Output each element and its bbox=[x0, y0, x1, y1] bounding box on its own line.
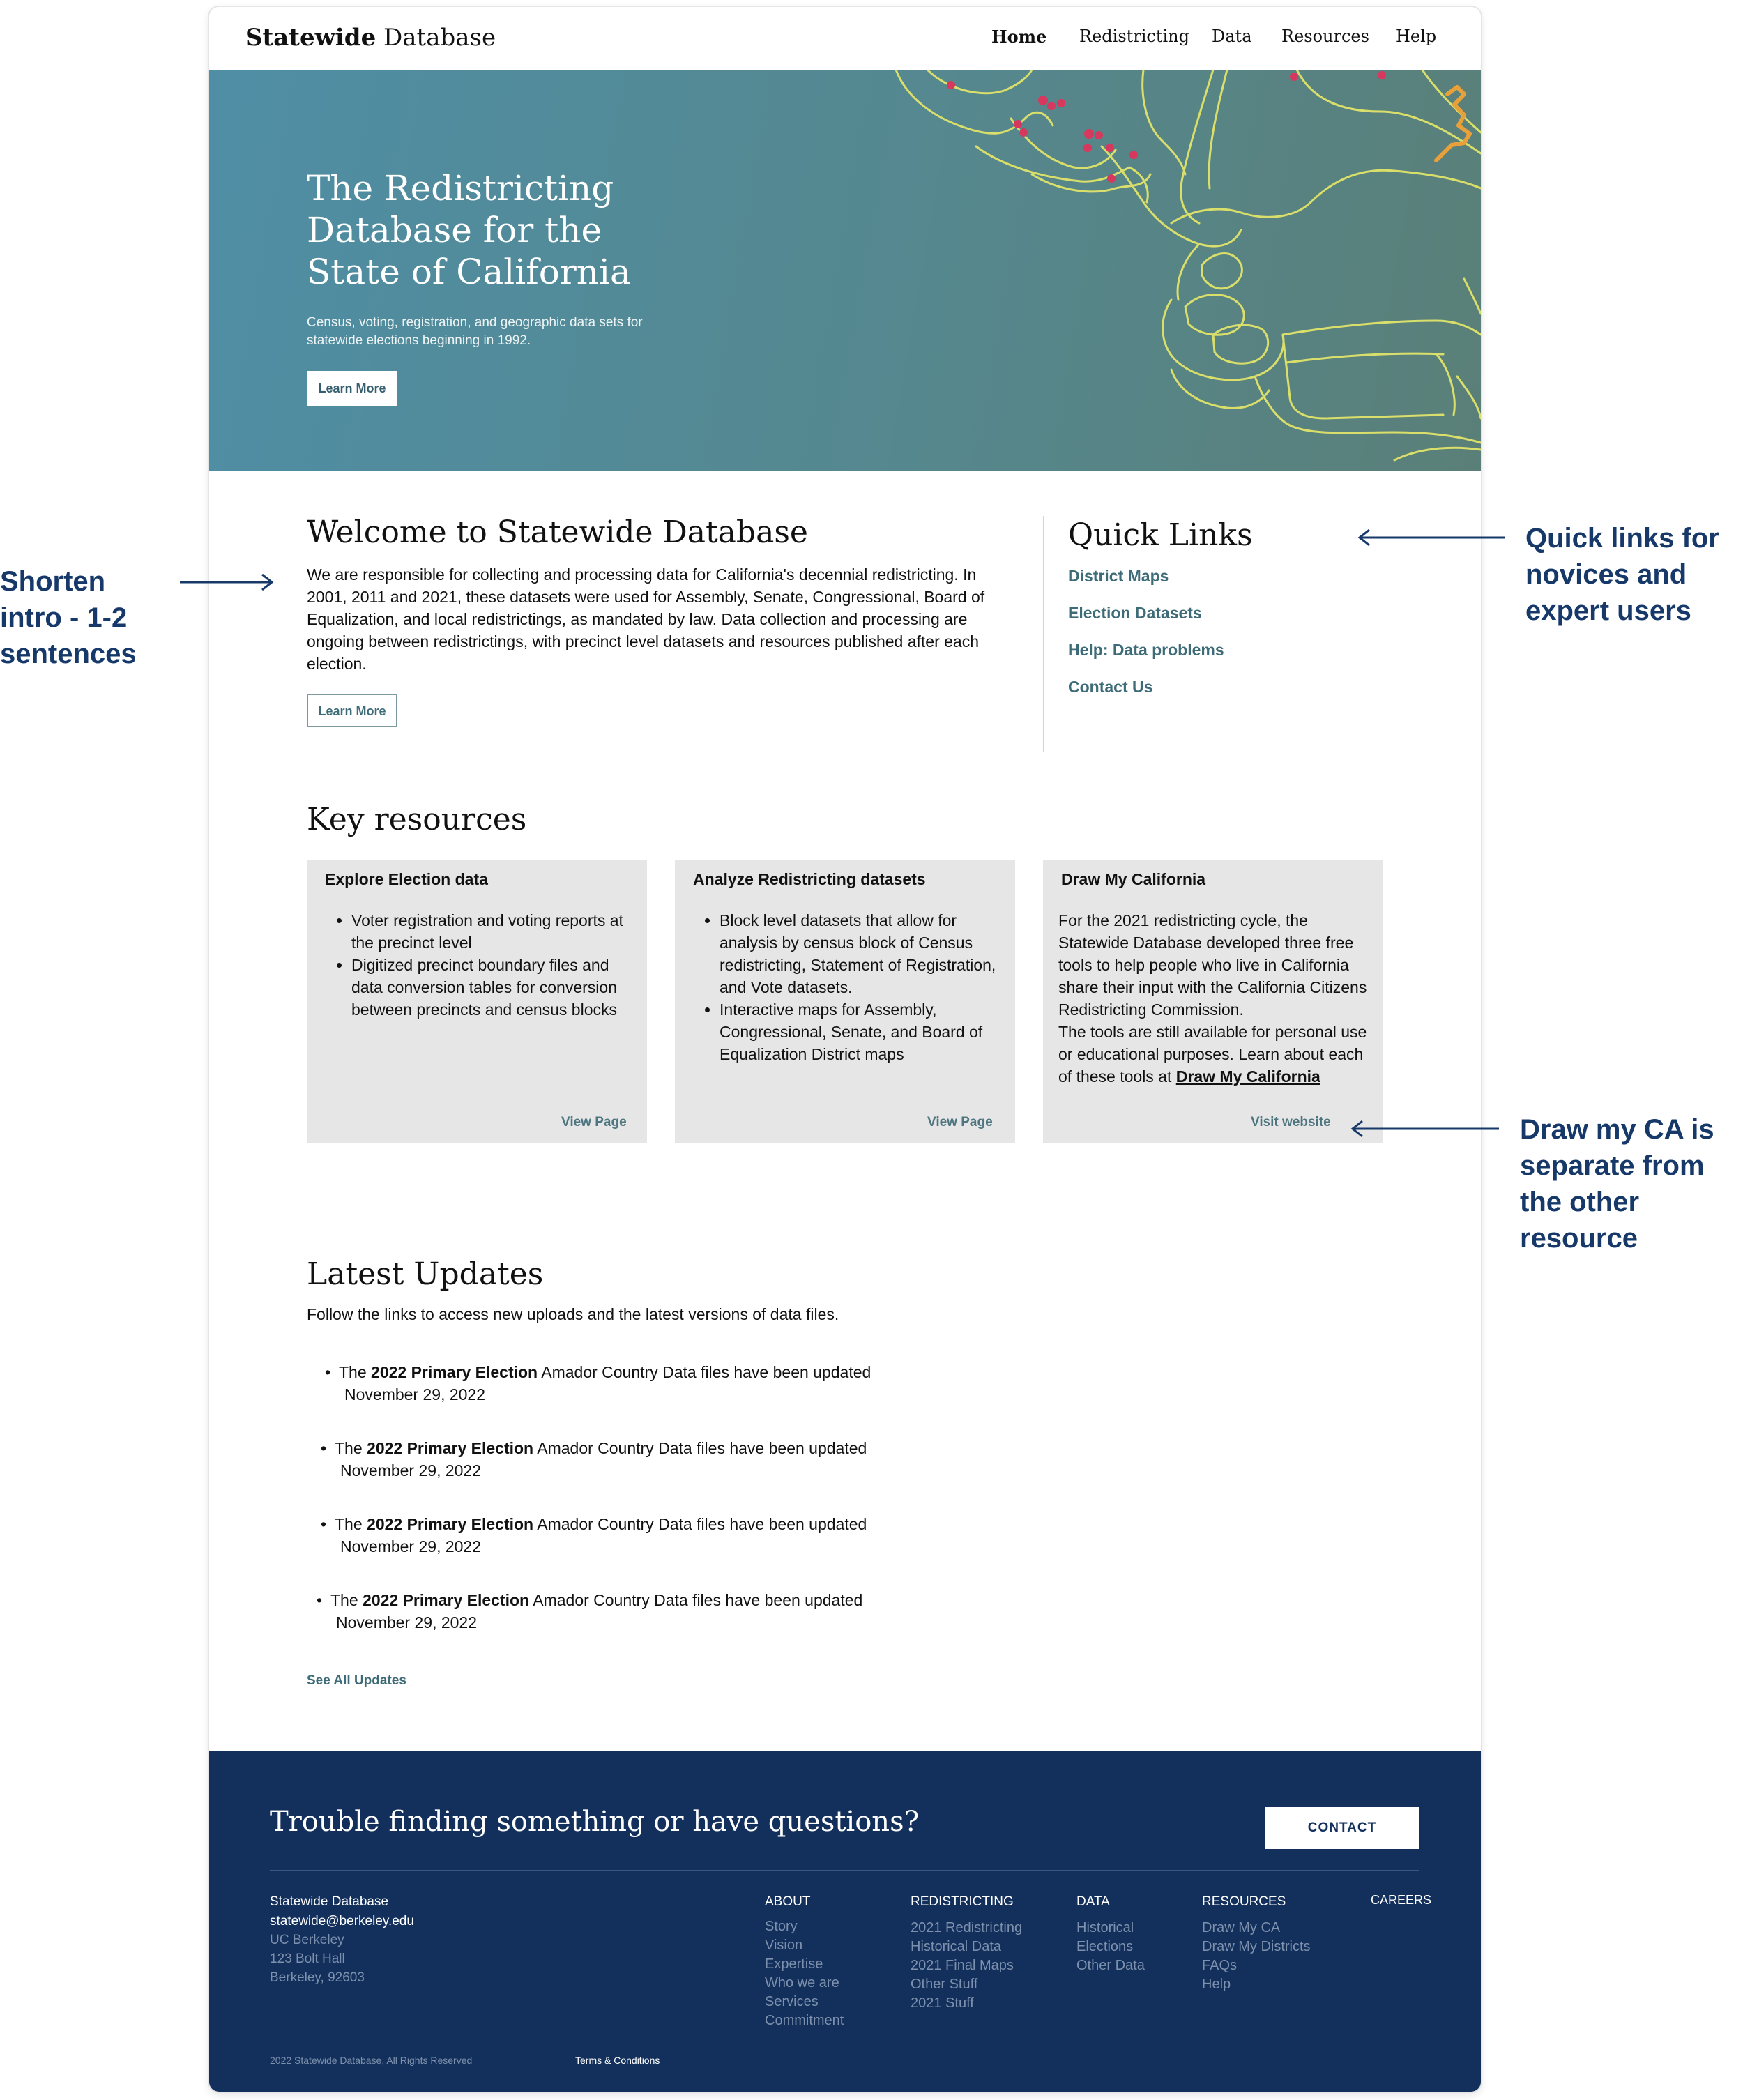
footer-link[interactable]: Other Stuff bbox=[911, 1977, 978, 1992]
update-date: November 29, 2022 bbox=[340, 1461, 482, 1479]
footer-brand: Statewide Database bbox=[270, 1894, 389, 1909]
update-bold: 2022 Primary Election bbox=[367, 1515, 534, 1533]
logo-bold-text: Statewide bbox=[245, 24, 376, 52]
see-all-updates-link[interactable]: See All Updates bbox=[307, 1673, 406, 1688]
card-bullet: • Voter registration and voting reports at the precinct level bbox=[351, 909, 630, 954]
footer-address-line: Berkeley, 92603 bbox=[270, 1970, 365, 1985]
annotation-shorten-intro: Shorten intro - 1-2 sentences bbox=[0, 566, 137, 669]
site-logo[interactable] bbox=[245, 24, 496, 52]
footer-link[interactable]: Help bbox=[1202, 1977, 1231, 1992]
update-prefix: The bbox=[335, 1515, 367, 1533]
visit-website-link[interactable]: Visit website bbox=[1251, 1115, 1331, 1129]
footer-terms-link[interactable]: Terms & Conditions bbox=[575, 2055, 660, 2066]
draw-my-california-link[interactable]: Draw My California bbox=[1175, 1067, 1320, 1086]
welcome-text: We are responsible for collecting and processing data for California's decennial redistricting. In 2001, 2011 and 2021, these datasets were used for Assembly, Senate, Congressional, Board of Equalization, and local redistrictings, as mandated by law. Data collection and processing are ongoing between redistrictings, with precinct level datasets and resources published after each election. bbox=[307, 565, 985, 673]
update-bold: 2022 Primary Election bbox=[363, 1591, 530, 1609]
resource-card-draw-my-california bbox=[1043, 860, 1383, 1143]
update-bold: 2022 Primary Election bbox=[371, 1363, 538, 1381]
footer-link[interactable]: Historical Data bbox=[911, 1939, 1002, 1954]
update-prefix: The bbox=[330, 1591, 363, 1609]
footer-link[interactable]: Expertise bbox=[765, 1956, 823, 1972]
hero-learn-more-button[interactable]: Learn More bbox=[307, 371, 397, 406]
logo-rest-text: Database bbox=[376, 24, 496, 52]
footer-address-line: UC Berkeley bbox=[270, 1933, 344, 1947]
annotation-arrow-right-icon bbox=[178, 572, 276, 593]
update-suffix: Amador Country Data files have been updated bbox=[533, 1515, 867, 1533]
footer-link[interactable]: Commitment bbox=[765, 2013, 844, 2028]
footer-link[interactable]: Who we are bbox=[765, 1975, 839, 1991]
footer-link[interactable]: FAQs bbox=[1202, 1958, 1238, 1973]
quick-link-help-data-problems[interactable]: Help: Data problems bbox=[1068, 641, 1224, 659]
latest-updates-subtitle: Follow the links to access new uploads and the latest versions of data files. bbox=[307, 1305, 839, 1323]
view-page-link[interactable]: View Page bbox=[561, 1115, 627, 1129]
card-title: Explore Election data bbox=[325, 870, 488, 888]
contact-button[interactable]: CONTACT bbox=[1265, 1807, 1419, 1849]
update-suffix: Amador Country Data files have been updated bbox=[529, 1591, 863, 1609]
footer-link[interactable]: Story bbox=[765, 1919, 798, 1934]
bullet-icon: • bbox=[321, 1515, 327, 1533]
resource-card-redistricting bbox=[675, 860, 1015, 1143]
nav-home[interactable]: Home bbox=[991, 26, 1047, 47]
update-prefix: The bbox=[335, 1439, 367, 1457]
site-header bbox=[209, 7, 1481, 70]
footer-link[interactable]: Historical bbox=[1076, 1920, 1134, 1935]
footer-link[interactable]: 2021 Redistricting bbox=[911, 1920, 1023, 1935]
resource-card-election bbox=[307, 860, 647, 1143]
footer-link[interactable]: Other Data bbox=[1076, 1958, 1145, 1973]
bullet-icon: • bbox=[321, 1439, 327, 1457]
welcome-learn-more-button[interactable]: Learn More bbox=[307, 694, 397, 727]
card-bullet: • Interactive maps for Assembly, Congressional, Senate, and Board of Equalization District maps bbox=[720, 998, 998, 1065]
card-bullets bbox=[693, 909, 998, 1065]
update-date: November 29, 2022 bbox=[344, 1385, 486, 1403]
page-frame bbox=[209, 7, 1481, 2092]
update-bold: 2022 Primary Election bbox=[367, 1439, 534, 1457]
bullet-icon: • bbox=[317, 1591, 323, 1609]
footer-link[interactable]: Services bbox=[765, 1994, 819, 2009]
annotation-arrow-left-icon bbox=[1357, 527, 1507, 548]
footer-link[interactable]: Elections bbox=[1076, 1939, 1134, 1954]
update-date: November 29, 2022 bbox=[336, 1613, 478, 1631]
hero-banner bbox=[209, 70, 1481, 471]
card-title: Analyze Redistricting datasets bbox=[693, 870, 926, 888]
footer-col-resources-head[interactable]: RESOURCES bbox=[1202, 1894, 1286, 1909]
footer-col-about-head[interactable]: ABOUT bbox=[765, 1894, 811, 1909]
footer-link[interactable]: Draw My CA bbox=[1202, 1920, 1281, 1935]
update-prefix: The bbox=[339, 1363, 372, 1381]
quick-links-title: Quick Links bbox=[1068, 517, 1253, 553]
footer-col-careers-head[interactable]: CAREERS bbox=[1371, 1893, 1432, 1907]
update-date: November 29, 2022 bbox=[340, 1537, 482, 1555]
hero-subtitle: Census, voting, registration, and geographic data sets for statewide elections beginning in 1992. bbox=[307, 315, 643, 348]
card-bullets bbox=[325, 909, 630, 1021]
bullet-icon: • bbox=[325, 1363, 331, 1381]
footer-link[interactable]: Draw My Districts bbox=[1202, 1939, 1311, 1954]
annotation-draw-my-ca: Draw my CA is separate from the other resource bbox=[1520, 1114, 1714, 1254]
view-page-link[interactable]: View Page bbox=[927, 1115, 993, 1129]
footer-question: Trouble finding something or have questions? bbox=[270, 1806, 920, 1838]
footer-divider bbox=[270, 1870, 1419, 1871]
annotation-arrow-left-icon bbox=[1350, 1118, 1502, 1139]
footer-address-line: 123 Bolt Hall bbox=[270, 1951, 345, 1966]
update-suffix: Amador Country Data files have been updated bbox=[533, 1439, 867, 1457]
footer-link[interactable]: 2021 Stuff bbox=[911, 1995, 974, 2011]
card-text-p2: The tools are still available for personal use or educational purposes. Learn about each of these tools at bbox=[1058, 1023, 1367, 1086]
quick-link-district-maps[interactable]: District Maps bbox=[1068, 567, 1169, 585]
footer-col-data-head[interactable]: DATA bbox=[1076, 1894, 1110, 1909]
quick-link-contact-us[interactable]: Contact Us bbox=[1068, 678, 1153, 696]
nav-data[interactable]: Data bbox=[1212, 26, 1252, 46]
quick-links-divider bbox=[1043, 516, 1044, 752]
card-bullet: • Digitized precinct boundary files and data conversion tables for conversion between precincts and census blocks bbox=[351, 954, 630, 1021]
footer-col-redistricting-head[interactable]: REDISTRICTING bbox=[911, 1894, 1014, 1909]
key-resources-title: Key resources bbox=[307, 802, 527, 837]
card-title: Draw My California bbox=[1061, 870, 1206, 888]
annotation-quick-links: Quick links for novices and expert users bbox=[1525, 523, 1719, 626]
quick-link-election-datasets[interactable]: Election Datasets bbox=[1068, 604, 1202, 622]
card-bullet: • Block level datasets that allow for analysis by census block of Census redistricting, Statement of Registration, and Vote datasets. bbox=[720, 909, 998, 998]
footer-link[interactable]: Vision bbox=[765, 1938, 803, 1953]
footer-email-link[interactable]: statewide@berkeley.edu bbox=[270, 1914, 414, 1928]
hero-title: The Redistricting Database for the State of California bbox=[307, 168, 631, 292]
nav-help[interactable]: Help bbox=[1396, 26, 1437, 46]
nav-redistricting[interactable]: Redistricting bbox=[1079, 26, 1190, 46]
card-text-p1: For the 2021 redistricting cycle, the Statewide Database developed three free tools to help people who live in California share their input with the California Citizens Redistricting Commission. bbox=[1058, 911, 1367, 1019]
footer-copyright: 2022 Statewide Database, All Rights Reserved bbox=[270, 2055, 473, 2066]
welcome-title: Welcome to Statewide Database bbox=[307, 515, 808, 550]
footer-link[interactable]: 2021 Final Maps bbox=[911, 1958, 1014, 1973]
nav-resources[interactable]: Resources bbox=[1281, 26, 1369, 46]
card-description bbox=[1058, 909, 1371, 1088]
site-footer bbox=[209, 1751, 1481, 2092]
update-suffix: Amador Country Data files have been updated bbox=[538, 1363, 872, 1381]
latest-updates-title: Latest Updates bbox=[307, 1256, 544, 1292]
